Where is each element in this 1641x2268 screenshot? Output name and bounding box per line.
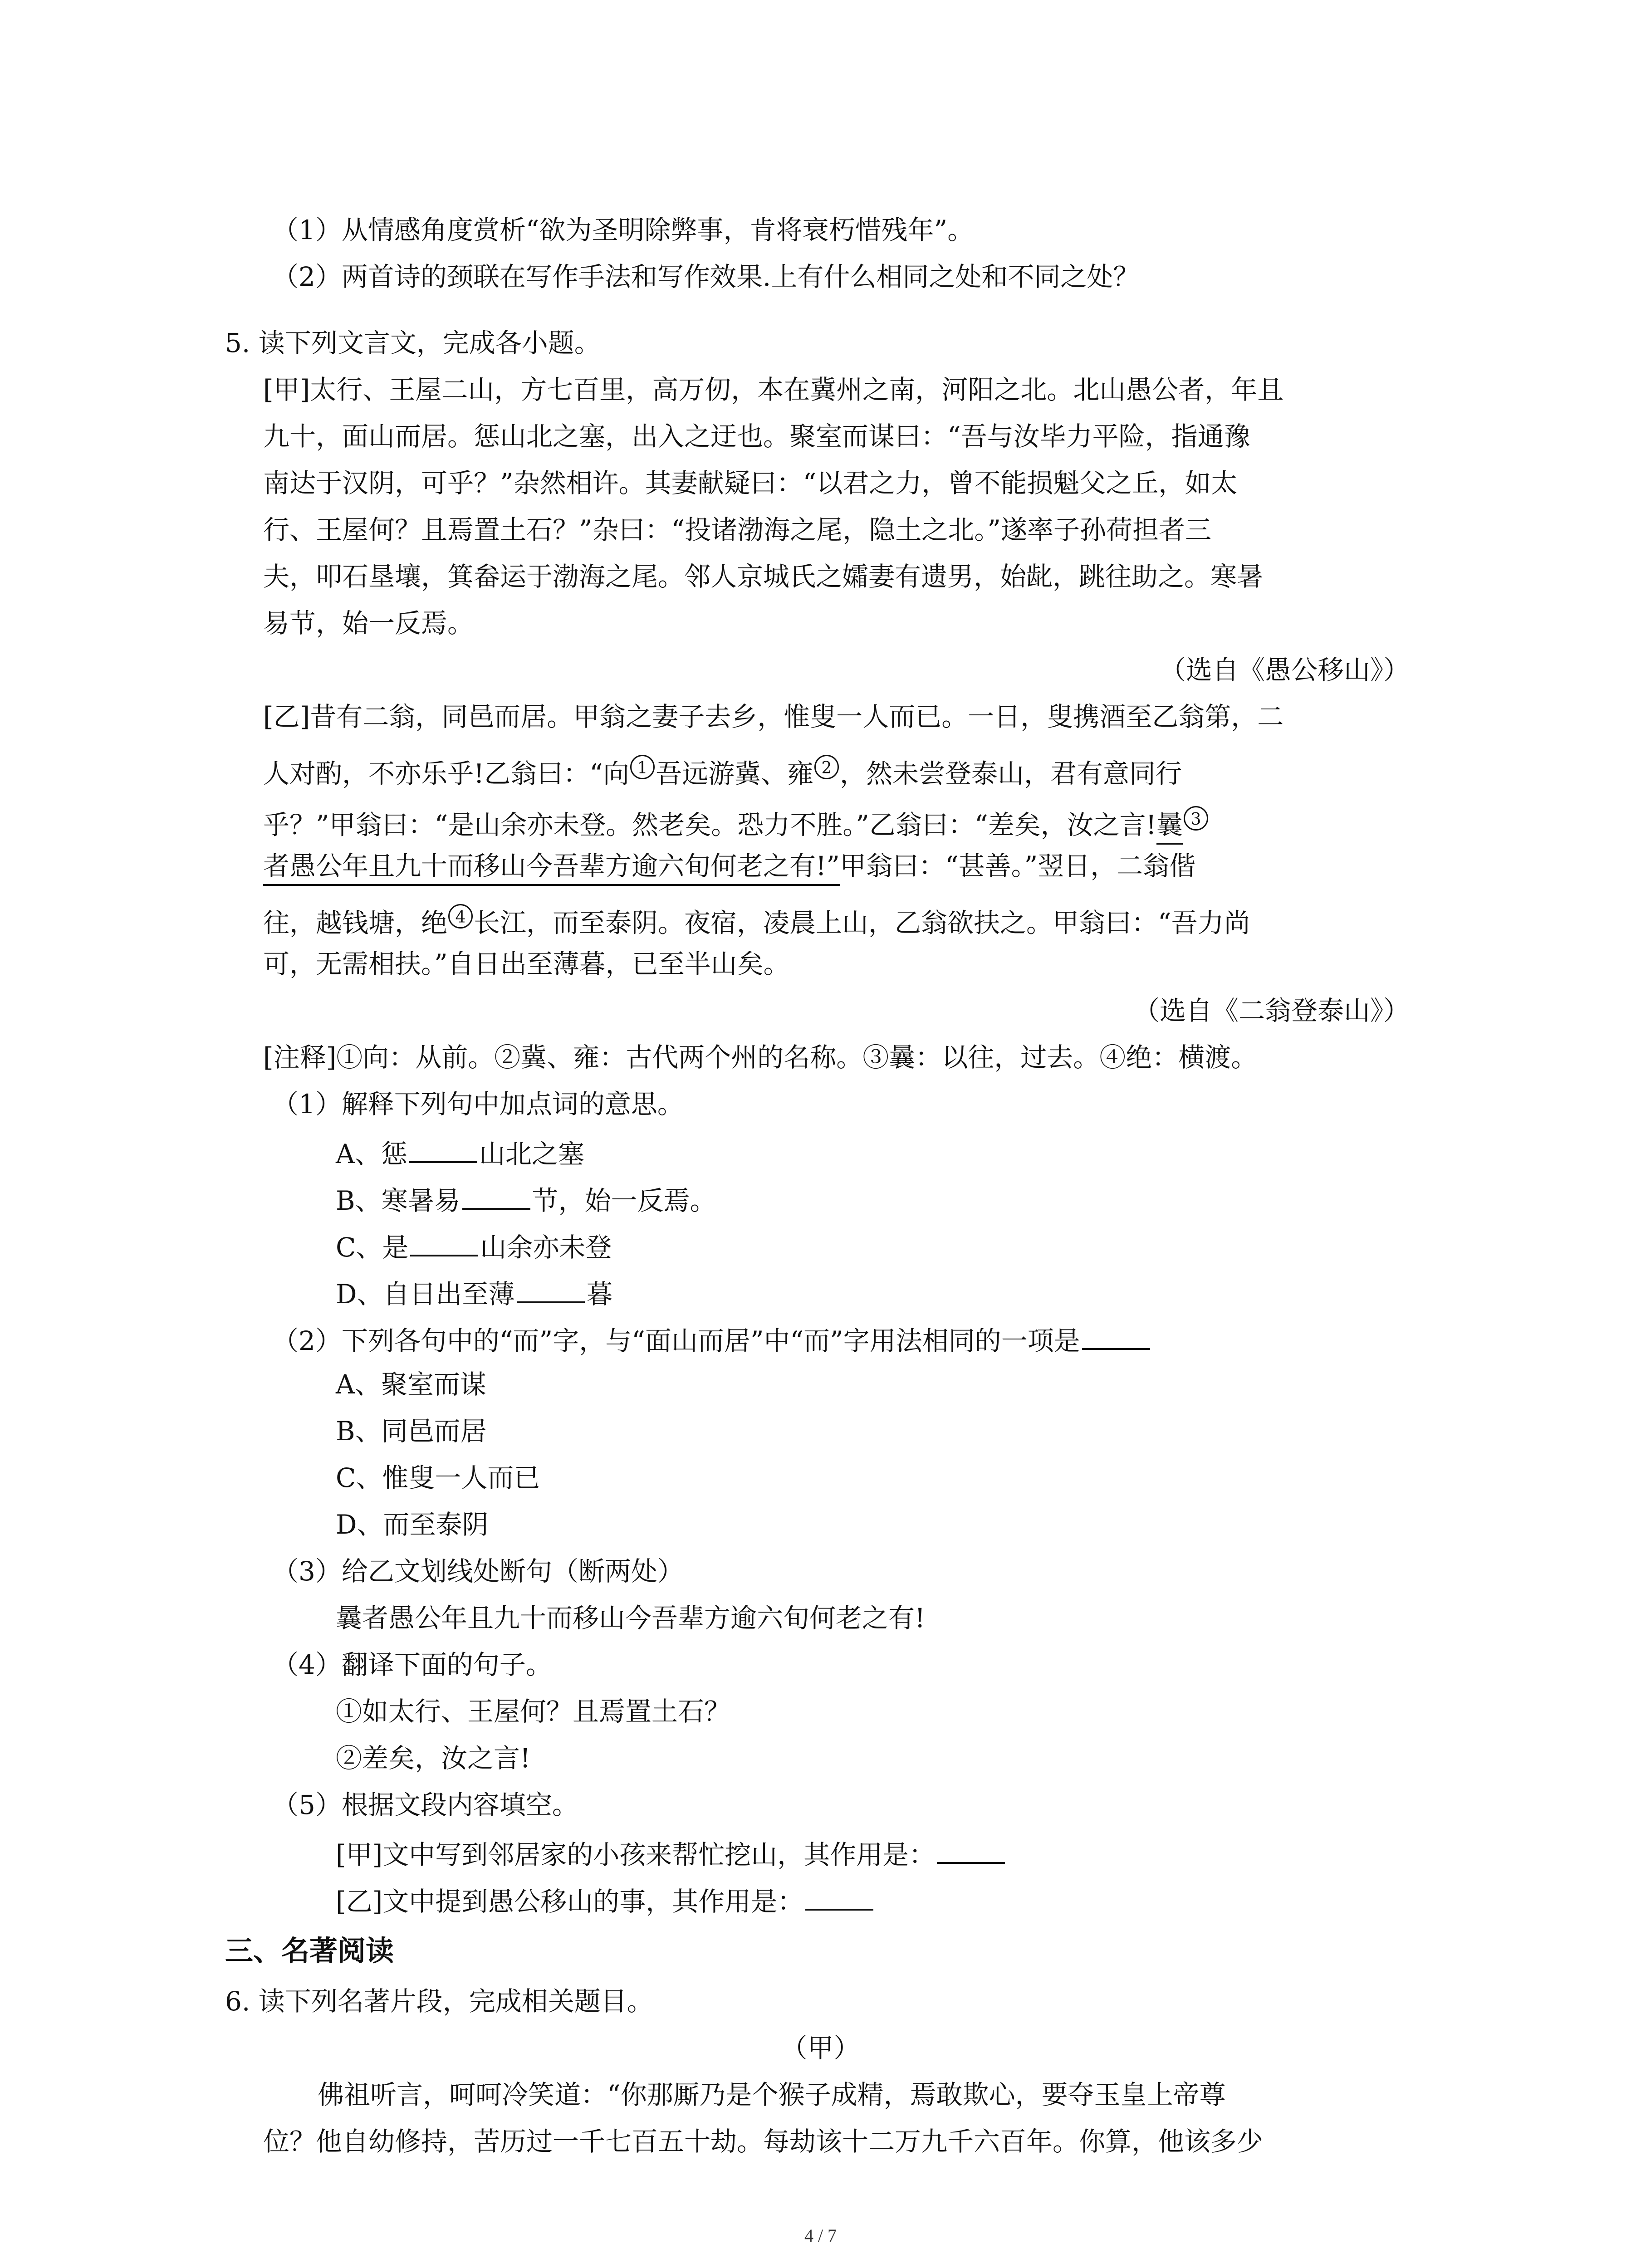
q5-sub1-option-b: B、寒暑易 节，始一反焉。: [336, 1185, 716, 1216]
q5-sub4-item2: ②差矣，汝之言!: [336, 1743, 531, 1774]
q5-yi-text: 人对酌，不亦乐乎!乙翁曰：“向: [263, 758, 629, 789]
q5-sub5-item1: [甲]文中写到邻居家的小孩来帮忙挖山，其作用是：: [336, 1838, 1007, 1868]
q5-jia-line: 夫，叩石垦壤，箕畚运于渤海之尾。邻人京城氏之孀妻有遗男，始龀，跳往助之。寒暑: [263, 561, 1264, 592]
q5-jia-line: 九十，面山而居。惩山北之塞，出入之迂也。聚室而谋曰：“吾与汝毕力平险，指通豫: [263, 421, 1250, 452]
q5-sub3: （3）给乙文划线处断句（断两处）: [272, 1556, 684, 1587]
q5-sub2-option-b: B、同邑而居: [336, 1416, 487, 1447]
q5-sub5: （5）根据文段内容填空。: [272, 1789, 578, 1820]
answer-blank[interactable]: [410, 1231, 478, 1256]
q5-sub4: （4）翻译下面的句子。: [272, 1649, 552, 1680]
answer-blank[interactable]: [805, 1885, 873, 1911]
note-marker-4: 4: [448, 904, 473, 929]
section-heading: 三、名著阅读: [225, 1934, 394, 1967]
q5-yi-text: 往，越钱塘，绝: [263, 907, 448, 938]
q5-notes: [注释]①向：从前。②冀、雍：古代两个州的名称。③曩：以往，过去。④绝：横渡。: [263, 1042, 1258, 1073]
q6-intro: 6. 读下列名著片段，完成相关题目。: [225, 1986, 653, 2017]
q5-sub1-option-a: A、惩 山北之塞: [336, 1139, 584, 1169]
q5-yi-line: [263, 850, 1196, 881]
q5-yi-line: 可，无需相扶。”自日出至薄暮，已至半山矣。: [263, 948, 790, 979]
q5-sub1-option-c: C、是 山余亦未登: [336, 1232, 612, 1263]
q5-yi-line: [263, 904, 1250, 936]
note-marker-3: 3: [1184, 806, 1208, 831]
q6-passage-line: 位？他自幼修持，苦历过一千七百五十劫。每劫该十二万九千六百年。你算，他该多少: [263, 2126, 1264, 2157]
q5-sub5-item2: [乙]文中提到愚公移山的事，其作用是：: [336, 1885, 875, 1915]
answer-blank[interactable]: [409, 1138, 477, 1163]
q4-sub2: （2）两首诗的颈联在写作手法和写作效果.上有什么相同之处和不同之处？: [272, 261, 1140, 292]
page-number: 4 / 7: [804, 2225, 837, 2246]
answer-blank[interactable]: [462, 1184, 530, 1210]
q5-intro: 5. 读下列文言文，完成各小题。: [225, 327, 601, 358]
q5-sub2: （2）下列各句中的“而”字，与“面山而居”中“而”字用法相同的一项是: [272, 1325, 1152, 1354]
q6-passage-heading: （甲）: [781, 2033, 860, 2063]
q5-yi-text: 吾远游冀、雍: [655, 758, 813, 789]
underlined-text: 曩: [1156, 809, 1183, 845]
note-marker-2: 2: [814, 755, 839, 779]
answer-blank[interactable]: [937, 1838, 1005, 1864]
q5-jia-line: 易节，始一反焉。: [263, 608, 474, 639]
q5-jia-line: 南达于汉阴，可乎？”杂然相许。其妻献疑曰：“以君之力，曾不能损魁父之丘，如太: [263, 468, 1238, 499]
q6-passage-line: 佛祖听言，呵呵冷笑道：“你那厮乃是个猴子成精，焉敢欺心，要夺玉皇上帝尊: [318, 2079, 1226, 2110]
q5-sub2-option-c: C、惟叟一人而已: [336, 1462, 540, 1493]
q5-sub4-item1: ①如太行、王屋何？且焉置土石？: [336, 1696, 731, 1727]
q5-sub3-text: 曩者愚公年且九十而移山今吾辈方逾六旬何老之有!: [336, 1603, 926, 1633]
q5-jia-line: 行、王屋何？且焉置土石？”杂曰：“投诸渤海之尾，隐土之北。”遂率子孙荷担者三: [263, 514, 1211, 545]
q5-yi-line: [263, 806, 1209, 841]
q5-yi-text: 长江，而至泰阴。夜宿，凌晨上山，乙翁欲扶之。甲翁曰：“吾力尚: [474, 907, 1250, 938]
answer-blank[interactable]: [517, 1278, 585, 1303]
note-marker-1: 1: [630, 755, 655, 779]
underlined-text: 者愚公年且九十而移山今吾辈方逾六旬何老之有!”: [263, 850, 840, 886]
q4-sub1: （1）从情感角度赏析“欲为圣明除弊事，肯将衰朽惜残年”。: [272, 215, 974, 245]
q5-yi-source: （选自《二翁登泰山》）: [1133, 995, 1410, 1026]
q5-sub1: （1）解释下列句中加点词的意思。: [272, 1089, 684, 1119]
q5-jia-line: [甲]太行、王屋二山，方七百里，高万仞，本在冀州之南，河阳之北。北山愚公者，年且: [263, 374, 1284, 405]
q5-yi-text: ，然未尝登泰山，君有意同行: [839, 758, 1182, 789]
q5-yi-line: [263, 755, 1182, 787]
q5-sub2-option-d: D、而至泰阴: [336, 1509, 489, 1540]
q5-yi-text: 甲翁曰：“甚善。”翌日，二翁偕: [839, 850, 1196, 881]
q5-jia-source: （选自《愚公移山》）: [1159, 655, 1410, 685]
q5-sub1-option-d: D、自日出至薄 暮: [336, 1279, 613, 1310]
q5-sub2-option-a: A、聚室而谋: [336, 1369, 486, 1400]
q5-yi-text: 乎？”甲翁曰：“是山余亦未登。然老矣。恐力不胜。”乙翁曰：“差矣，汝之言!: [263, 809, 1156, 841]
q5-yi-line: [乙]昔有二翁，同邑而居。甲翁之妻子去乡，惟叟一人而已。一日，叟携酒至乙翁第，二: [263, 701, 1284, 732]
answer-blank[interactable]: [1082, 1325, 1150, 1350]
